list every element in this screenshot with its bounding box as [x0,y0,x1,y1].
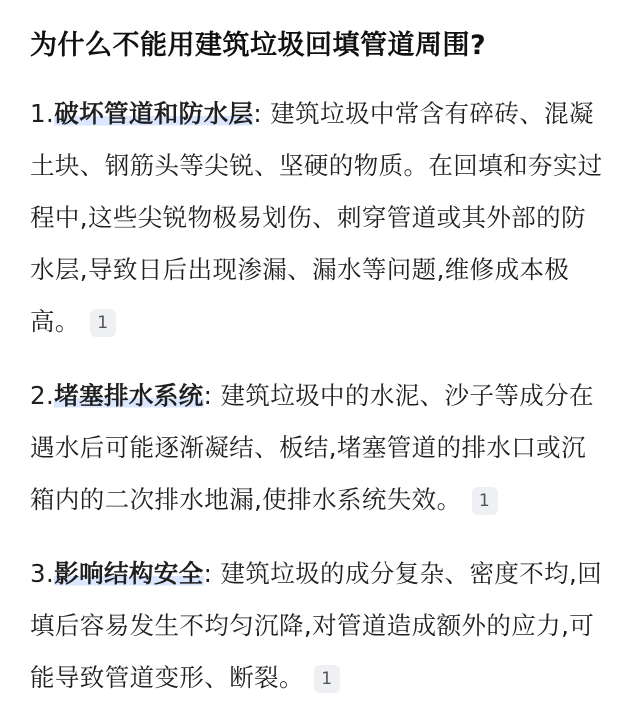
citation-badge[interactable]: 1 [314,665,340,693]
item-body: 建筑垃圾中的水泥、沙子等成分在遇水后可能逐渐凝结、板结,堵塞管道的排水口或沉箱内的二次排水地漏,使排水系统失效。 [30,381,594,514]
answer-title: 为什么不能用建筑垃圾回填管道周围? [30,30,487,61]
item-colon: : [203,559,213,588]
item-body: 建筑垃圾的成分复杂、密度不均,回填后容易发生不均匀沉降,对管道造成额外的应力,可能导致管道变形、断裂。 [30,559,603,692]
item-number: 2. [30,381,55,410]
item-number: 1. [30,99,55,128]
list-item [30,548,608,704]
item-colon: : [203,381,213,410]
item-number: 3. [30,559,55,588]
item-heading: 堵塞排水系统 [54,381,204,410]
list-item [30,370,608,526]
item-body: 建筑垃圾中常含有碎砖、混凝土块、钢筋头等尖锐、坚硬的物质。在回填和夯实过程中,这些尖锐物极易划伤、刺穿管道或其外部的防水层,导致日后出现渗漏、漏水等问题,维修成本极高。 [30,99,603,336]
citation-badge[interactable]: 1 [472,487,498,515]
citation-badge[interactable]: 1 [90,309,116,337]
item-colon: : [253,99,263,128]
item-heading: 破坏管道和防水层 [54,99,254,128]
list-item [30,88,608,348]
item-heading: 影响结构安全 [54,559,204,588]
